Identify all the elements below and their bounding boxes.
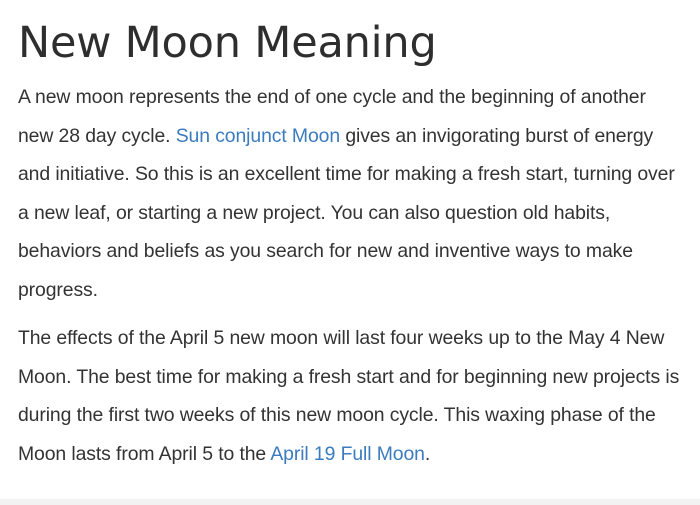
paragraph-intro-text-b: gives an invigorating burst of energy and initiative. So this is an excellent time for making a fresh start, turning over a new leaf, or starting a new project. You can also question old habits, behaviors and beliefs as you search for new and inventive ways to make progress. (18, 124, 675, 301)
page-title: New Moon Meaning (18, 18, 437, 68)
bottom-edge (0, 499, 700, 505)
paragraph-effects-text-a: The effects of the April 5 new moon will last four weeks up to the May 4 New Moon. The best time for making a fresh start and for beginning new projects is during the first two weeks of this new moon cycle. This waxing phase of the Moon lasts from April 5 to the (18, 327, 680, 465)
paragraph-effects-text-b: . (424, 442, 431, 465)
paragraph-intro-text-a: A new moon represents the end of one cycle and the beginning of another new 28 day cycle. (18, 86, 646, 147)
paragraph-intro (18, 78, 686, 309)
paragraph-effects (18, 319, 686, 473)
april-19-full-moon-link[interactable]: April 19 Full Moon (270, 442, 425, 465)
sun-conjunct-moon-link[interactable]: Sun conjunct Moon (175, 124, 341, 147)
